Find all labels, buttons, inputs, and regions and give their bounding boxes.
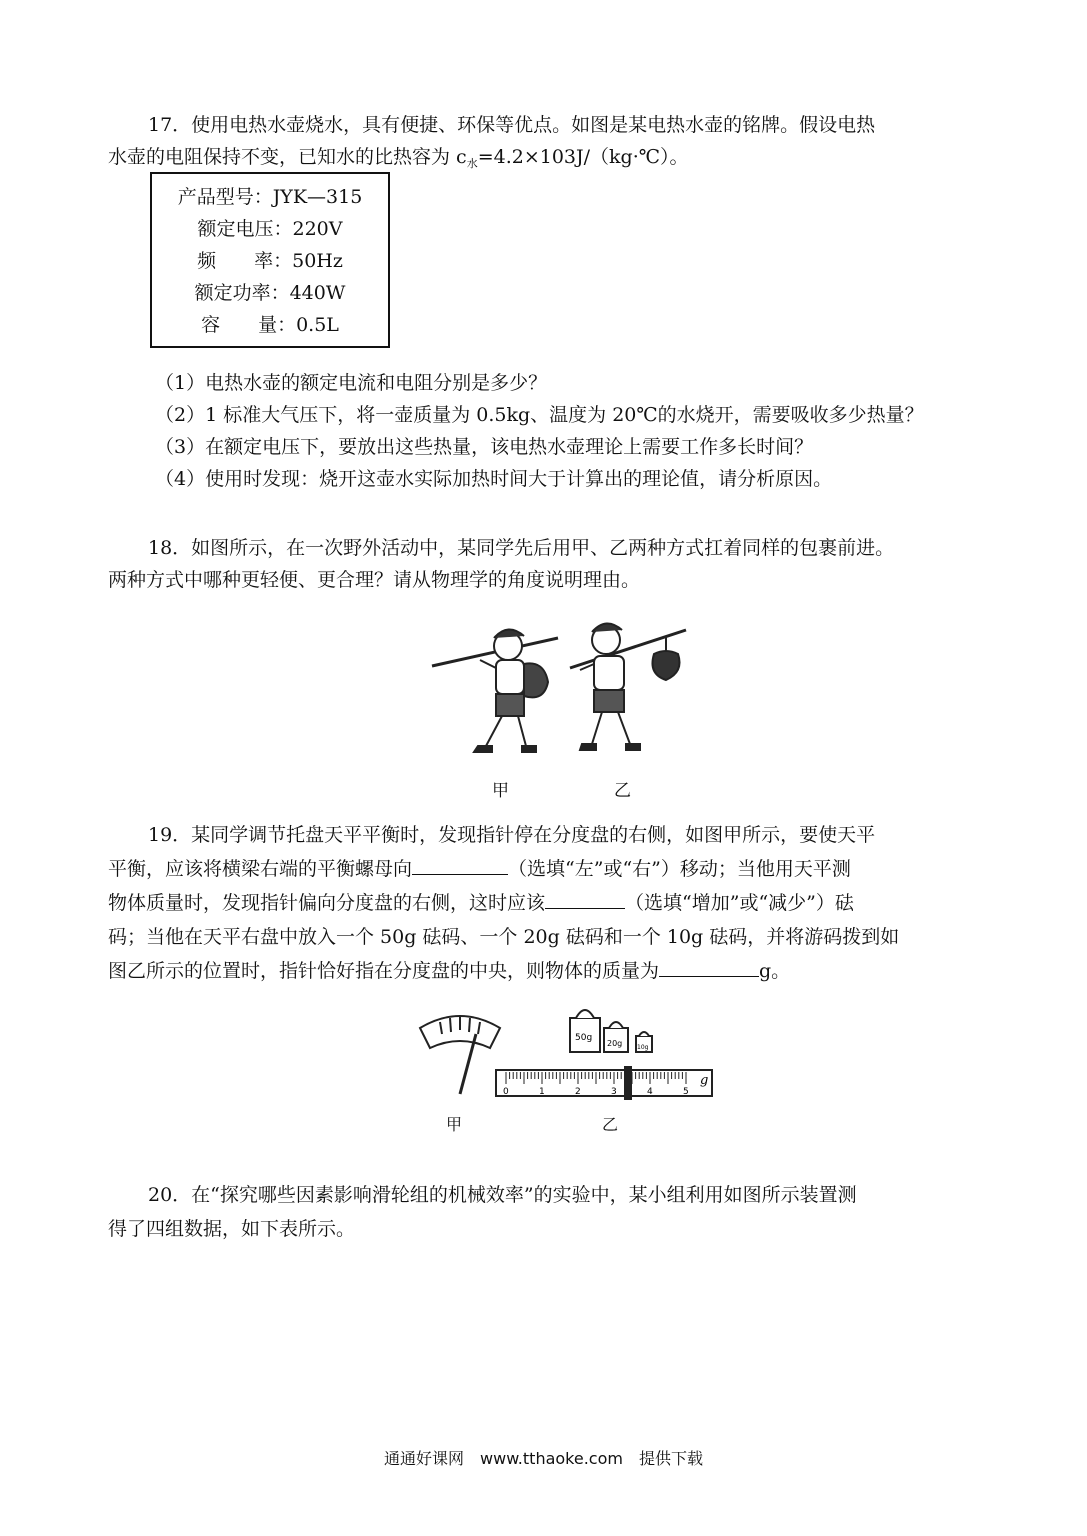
scale-tick-label: 1 — [539, 1087, 545, 1097]
weight-20g: 20g — [607, 1039, 623, 1048]
fig19-label-b: 乙 — [602, 1115, 619, 1134]
scale-tick-label: 0 — [503, 1087, 509, 1097]
q19-line2 — [108, 856, 851, 882]
q19-line5-tail: g。 — [759, 960, 791, 982]
q17-line2-text: 水壶的电阻保持不变，已知水的比热容为 c — [108, 146, 467, 168]
q20-line1: 20．在“探究哪些因素影响滑轮组的机械效率”的实验中，某小组利用如图所示装置测 — [148, 1184, 857, 1206]
q18-line2: 两种方式中哪种更轻便、更合理？请从物理学的角度说明理由。 — [108, 569, 641, 591]
q18-line1: 18．如图所示，在一次野外活动中，某同学先后用甲、乙两种方式扛着同样的包裹前进。 — [148, 537, 895, 559]
plate-power: 额定功率：440W — [194, 282, 346, 304]
scale-dial-icon — [420, 1016, 500, 1094]
plate-voltage: 额定电压：220V — [197, 218, 343, 240]
q17-sub2: （2）1 标准大气压下，将一壶质量为 0.5kg、温度为 20℃的水烧开，需要吸收多少热量？ — [155, 404, 924, 426]
scale-tick-label: 5 — [683, 1087, 689, 1097]
carrying-figure — [430, 608, 700, 808]
q17-sub3: （3）在额定电压下，要放出这些热量，该电热水壶理论上需要工作多长时间？ — [155, 436, 814, 458]
fig18-label-a: 甲 — [492, 781, 509, 801]
q17-line2-tail: =4.2×103J/（kg·℃）。 — [477, 146, 689, 168]
scale-tick-label: 3 — [611, 1087, 617, 1097]
scale-unit-label: g — [700, 1073, 709, 1088]
q19-line3 — [108, 890, 854, 916]
plate-capacity: 容 量：0.5L — [201, 314, 339, 336]
boy-b-icon — [570, 623, 686, 750]
q17-line1: 17．使用电热水壶烧水，具有便捷、环保等优点。如图是某电热水壶的铭牌。假设电热 — [148, 114, 876, 136]
hikers-illustration — [430, 608, 700, 808]
answer-blank-3[interactable] — [659, 958, 759, 977]
answer-blank-1[interactable] — [412, 856, 508, 875]
answer-blank-2[interactable] — [545, 890, 625, 909]
q19-line5 — [108, 958, 790, 984]
q19-line4: 码；当他在天平右盘中放入一个 50g 砝码、一个 20g 砝码和一个 10g 砝码，并将游码拨到如 — [108, 926, 900, 948]
fig19-label-a: 甲 — [446, 1115, 463, 1134]
plate-model: 产品型号：JYK—315 — [177, 186, 363, 208]
plate-frequency: 频 率：50Hz — [197, 250, 343, 272]
fig18-label-b: 乙 — [614, 781, 631, 801]
q17-sub4: （4）使用时发现：烧开这壶水实际加热时间大于计算出的理论值，请分析原因。 — [155, 468, 833, 490]
boy-a-icon — [432, 629, 558, 752]
nameplate-box — [150, 172, 390, 348]
q19-line2-text: 平衡，应该将横梁右端的平衡螺母向 — [108, 858, 413, 880]
q19-line3-text: 物体质量时，发现指针偏向分度盘的右侧，这时应该 — [108, 892, 546, 914]
balance-figure — [406, 994, 722, 1136]
scale-tick-label: 2 — [575, 1087, 581, 1097]
page-footer: 通通好课网 www.tthaoke.com 提供下载 — [384, 1449, 703, 1468]
q20-line2: 得了四组数据，如下表所示。 — [108, 1218, 356, 1240]
q19-line2-tail: （选填“左”或“右”）移动；当他用天平测 — [508, 858, 851, 880]
q17-subscript: 水 — [466, 157, 478, 170]
beam-scale-icon — [496, 1070, 712, 1096]
weight-50g: 50g — [575, 1033, 593, 1043]
weight-10g: 10g — [637, 1044, 649, 1051]
q19-line3-tail: （选填“增加”或“减少”）砝 — [625, 892, 854, 914]
q19-line5-text: 图乙所示的位置时，指针恰好指在分度盘的中央，则物体的质量为 — [108, 960, 660, 982]
q17-line2 — [108, 144, 689, 173]
scale-tick-label: 4 — [647, 1087, 653, 1097]
q19-line1: 19．某同学调节托盘天平平衡时，发现指针停在分度盘的右侧，如图甲所示，要使天平 — [148, 824, 876, 846]
rider-marker — [624, 1066, 632, 1100]
q17-sub1: （1）电热水壶的额定电流和电阻分别是多少？ — [155, 372, 548, 394]
